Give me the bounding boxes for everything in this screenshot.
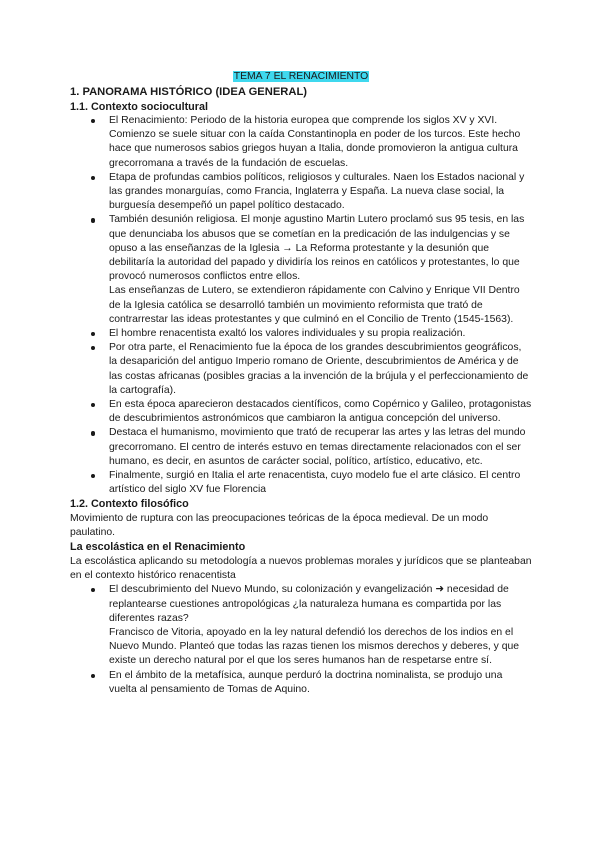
- list-item: [70, 669, 532, 697]
- document-title-wrapper: [70, 70, 532, 84]
- list-item: [70, 114, 532, 171]
- sociocultural-list: [70, 114, 532, 497]
- list-item-text: Finalmente, surgió en Italia el arte renacentista, cuyo modelo fue el arte clásico. El centro artístico del siglo XV fue Florencia: [109, 470, 521, 496]
- list-item-text: También desunión religiosa. El monje agustino Martin Lutero proclamó sus 95 tesis, en las que denunciaba los abusos que se cometían en la predicación de las indulgencias y se opuso a las enseñanzas de la Iglesia → La Reforma protestante y la desunión que debilitaría la autoridad del papado y dividiría los reinos en católicos y protestantes, lo que provocó numerosos conflictos entre ellos.: [109, 214, 525, 283]
- subheading-contexto-sociocultural: 1.1. Contexto sociocultural: [70, 100, 208, 113]
- document-title: TEMA 7 EL RENACIMIENTO: [233, 71, 369, 82]
- list-item-continuation: Francisco de Vitoria, apoyado en la ley natural defendió los derechos de los indios en el Nuevo Mundo. Planteó que todas las razas tienen los mismos derechos y deberes, y que existe un derecho natural por el que los seres humanos han de respetarse entre sí.: [109, 626, 520, 667]
- filosofico-intro: Movimiento de ruptura con las preocupaciones teóricas de la época medieval. De un modo paulatino.: [70, 512, 489, 539]
- list-item: [70, 583, 532, 668]
- list-item-text: El descubrimiento del Nuevo Mundo, su colonización y evangelización ➜ necesidad de replantearse cuestiones antropológicas ¿la naturaleza humana es compartida por las diferentes razas?: [109, 584, 509, 624]
- escolastica-intro: La escolástica aplicando su metodología a nuevos problemas morales y jurídicos que se planteaban en el contexto histórico renacentista: [70, 555, 532, 582]
- list-item: [70, 426, 532, 469]
- list-item-text: En esta época aparecieron destacados científicos, como Copérnico y Galileo, protagonistas de descubrimientos astronómicos que cambiaron la antigua concepción del universo.: [109, 399, 532, 425]
- list-item: [70, 341, 532, 398]
- list-item: [70, 213, 532, 327]
- list-item-text: En el ámbito de la metafísica, aunque perduró la doctrina nominalista, se produjo una vuelta al pensamiento de Tomas de Aquino.: [109, 669, 503, 695]
- list-item-text: Por otra parte, el Renacimiento fue la época de los grandes descubrimientos geográficos, la desaparición del antiguo Imperio romano de Oriente, descubrimientos de América y de las costas africanas (posibles gracias a la invención de la brújula y el perfeccionamiento de la cartografía).: [109, 342, 529, 396]
- escolastica-list: [70, 583, 532, 697]
- subheading-escolastica: La escolástica en el Renacimiento: [70, 541, 246, 554]
- list-item: [70, 469, 532, 497]
- list-item-text: Destaca el humanismo, movimiento que trató de recuperar las artes y las letras del mundo grecorromano. El centro de interés estuvo en temas directamente relacionados con el ser humano, es decir, en asuntos de carácter social, político, artístico, educativo, etc.: [109, 427, 526, 467]
- list-item: [70, 398, 532, 426]
- list-item-text: Etapa de profundas cambios políticos, religiosos y culturales. Naen los Estados nacional y las grandes monarguías, como Francia, Inglaterra y España. La nueva clase social, la burguesía desempeñó un papel político destacado.: [109, 171, 525, 212]
- list-item-text: El Renacimiento: Periodo de la historia europea que comprende los siglos XV y XVI. Comienzo se suele situar con la caída Constantinopla en poder de los turcos. Este hecho hace que numerosos sabios griegos huyan a Italia, donde promovieron la antigua cultura grecorromana a través de la fundación de escuelas.: [109, 115, 521, 169]
- list-item: [70, 327, 532, 341]
- document-page: [70, 70, 532, 697]
- subheading-contexto-filosofico: 1.2. Contexto filosófico: [70, 498, 189, 511]
- section-heading-panorama: 1. PANORAMA HISTÓRICO (IDEA GENERAL): [70, 86, 308, 98]
- list-item: [70, 171, 532, 214]
- list-item-text: El hombre renacentista exaltó los valores individuales y su propia realización.: [109, 328, 466, 340]
- list-item-continuation: Las enseñanzas de Lutero, se extendieron rápidamente con Calvino y Enrique VII Dentro de la Iglesia católica se desarrolló también un movimiento reformista que trató de contrarrestar las ideas protestantes y que culminó en el Concilio de Trento (1545-1563).: [109, 285, 520, 325]
